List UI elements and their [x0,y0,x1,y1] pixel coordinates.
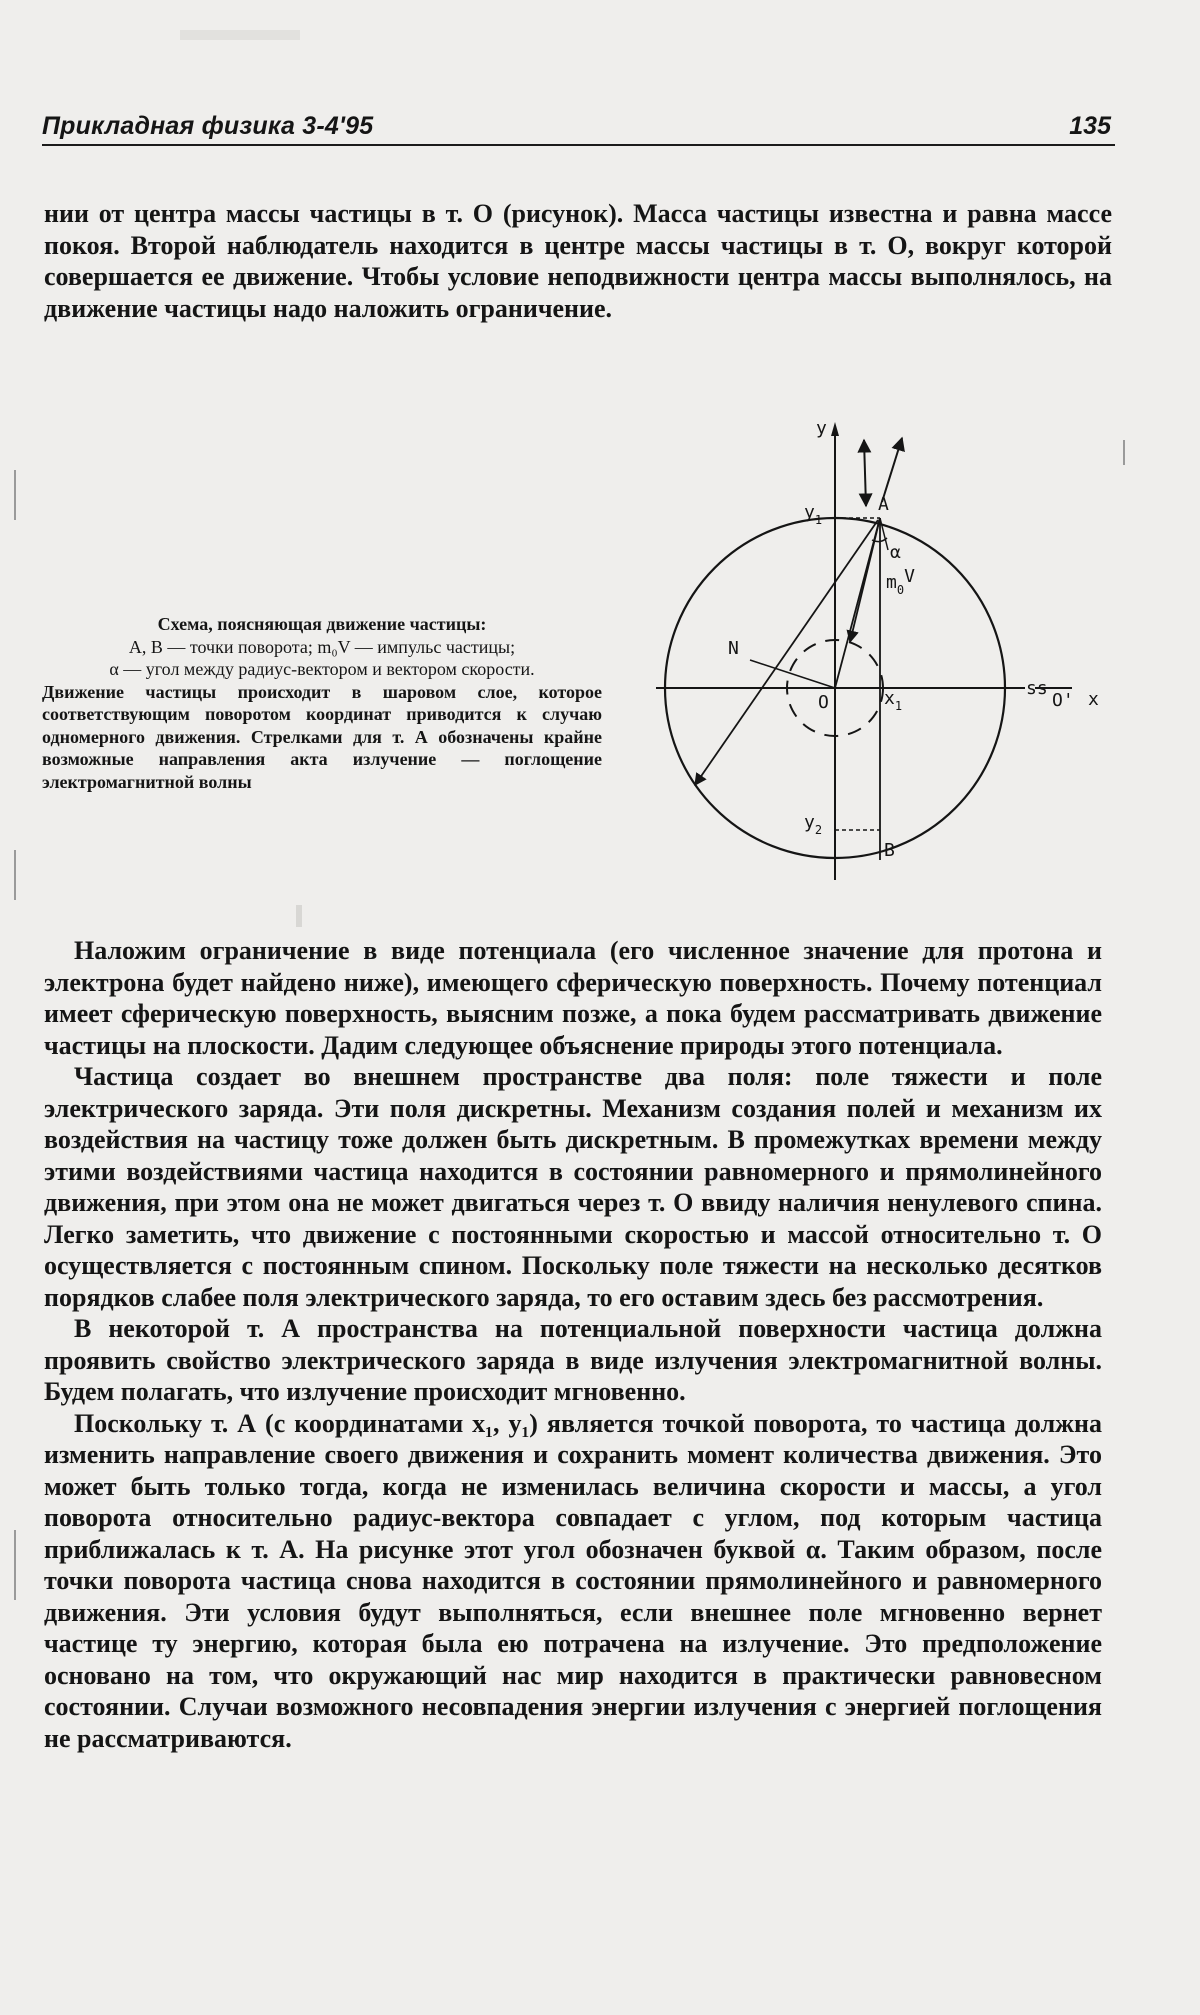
figure-caption [42,613,602,793]
body-paragraph: Наложим ограничение в виде потенциала (его численное значение для протона и электрона будет найдено ниже), имеющего сферическую поверхность. Почему потенциал имеет сферическую поверхность, выясним позже, а пока будем рассматривать движение частицы на плоскости. Дадим следующее объяснение природы этого потенциала. [44,936,1102,1060]
body-paragraph: В некоторой т. А пространства на потенциальной поверхности частица должна проявить свойство электрического заряда в виде излучения электромагнитной волны. Будем полагать, что излучение происходит мгновенно. [44,1314,1102,1406]
y-axis-label: y [816,418,827,439]
scan-smudge [296,905,302,927]
body-paragraph: Поскольку т. А (с координатами x₁, y₁) является точкой поворота, то частица должна изменить направление своего движения и сохранить момент количества движения. Это может быть только тогда, когда не изменилась величина скорости и массы, а угол поворота относительно радиус-вектора совпадает с углом, под которым частица приближалась к т. А. На рисунке этот угол обозначен буквой α. Таким образом, после точки поворота частица снова находится в состоянии прямолинейного и равномерного движения. Эти условия будут выполняться, если внешнее поле мгновенно вернет частице ту энергию, которая была ею потрачена на излучение. Это предположение основано на том, что окружающий нас мир находится в практически равновесном состоянии. Случаи возможного несовпадения энергии излучения с энергией поглощения не рассматриваются. [44,1408,1102,1753]
journal-title: Прикладная физика 3-4'95 [42,112,374,140]
emission-arrow-vertical [864,440,866,506]
y2-label: $y_2$ [804,812,823,837]
emission-arrow-oblique [882,438,902,502]
caption-line-2: α — угол между радиус-вектором и вектором скорости. [109,659,535,679]
caption-title: Схема, поясняющая движение частицы: [157,614,487,634]
scan-smudge [180,30,300,40]
alpha-ray [880,518,888,550]
x-axis-label: x [1088,689,1099,710]
axis-break-mark: ss [1026,678,1048,699]
origin-prime-label: O' [1052,690,1074,711]
point-b-label: B [884,840,895,861]
alpha-label: α [890,542,901,563]
running-header [42,108,1115,146]
caption-line-1: А, В — точки поворота; m₀V — импульс частицы; [128,636,516,657]
page-number: 135 [1069,112,1111,140]
momentum-vector [850,518,880,642]
x1-label: $x_1$ [884,688,903,713]
point-n-label: N [728,638,739,659]
y1-label: $y_1$ [804,502,823,527]
intro-paragraph: нии от центра массы частицы в т. О (рисунок). Масса частицы известна и равна массе покоя. Второй наблюдатель находится в центре массы частицы в т. О, вокруг которой совершается ее движение. Чтобы условие неподвижности центра массы выполнялось, на движение частицы надо наложить ограничение. [44,199,1112,323]
point-a-label: A [878,494,889,515]
body-text [44,935,1102,1754]
caption-body: Движение частицы происходит в шаровом слое, которое соответствующим поворотом координат приводится к случаю одномерного движения. Стрелками для т. А обозначены крайне возможные направления акта излучение — поглощение электромагнитной волны [42,681,602,792]
particle-motion-diagram [640,410,1110,890]
body-paragraph: Частица создает во внешнем пространстве два поля: поле тяжести и поле электрического заряда. Эти поля дискретны. Механизм создания полей и механизм их воздействия на частицу тоже должен быть дискретным. В промежутках времени между этими воздействиями частица находится в состоянии равномерного и прямолинейного движения, при этом она не может двигаться через т. О ввиду наличия ненулевого спина. Легко заметить, что движение с постоянными скоростью и массой относительно т. О осуществляется с постоянным спином. Поскольку поле тяжести на несколько десятков порядков слабее поля электрического заряда, то его оставим здесь без рассмотрения. [44,1062,1102,1312]
origin-label: O [818,692,829,713]
y-axis-arrow [831,422,839,436]
momentum-label: $m_0V$ [886,566,915,597]
